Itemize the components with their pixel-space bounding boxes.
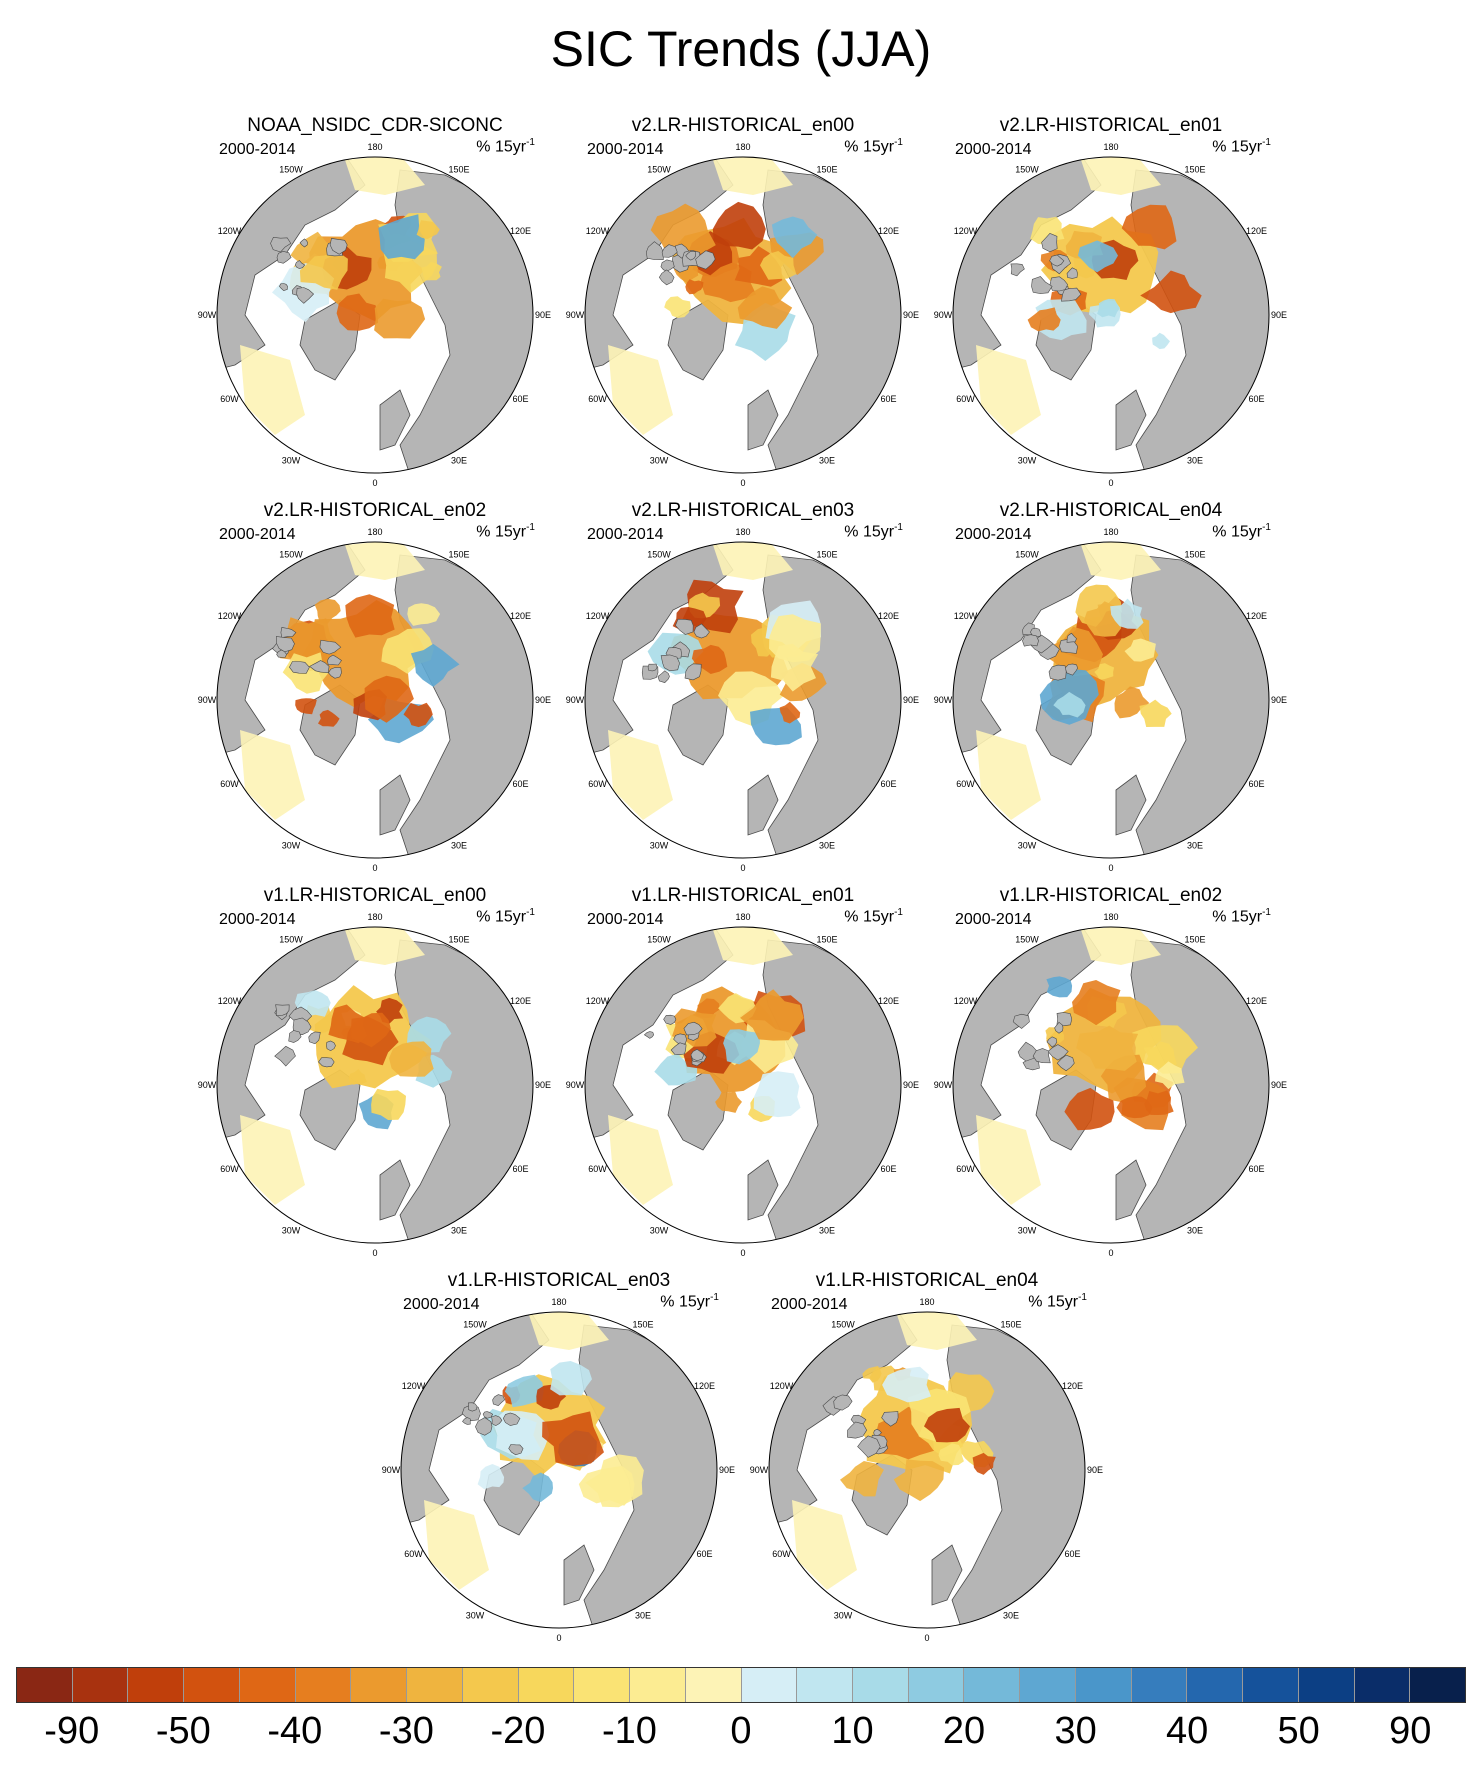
longitude-label: 120E xyxy=(877,996,900,1006)
longitude-label: 60E xyxy=(512,1164,529,1174)
panel-units-exponent: -1 xyxy=(1078,1292,1087,1303)
longitude-label: 30W xyxy=(649,1225,669,1236)
colorbar-box xyxy=(1299,1668,1355,1702)
longitude-label: 0 xyxy=(740,1248,746,1258)
panel-units-exponent: -1 xyxy=(710,1292,719,1303)
panel-units-text: % 15yr xyxy=(476,908,527,926)
longitude-label: 90W xyxy=(933,695,953,705)
longitude-label: 150E xyxy=(632,1319,654,1330)
longitude-label: 180 xyxy=(919,1297,935,1307)
longitude-label: 30W xyxy=(649,455,669,466)
longitude-label: 30W xyxy=(281,455,301,466)
panel-units xyxy=(844,137,903,156)
panel-period: 2000-2014 xyxy=(403,1296,480,1313)
map-panel-3 xyxy=(195,500,555,873)
longitude-label: 150W xyxy=(1015,164,1039,175)
longitude-label: 90E xyxy=(534,695,552,705)
longitude-label: 90W xyxy=(381,1465,401,1475)
longitude-label: 120W xyxy=(953,226,978,236)
map-panel-9 xyxy=(379,1270,739,1643)
map-panel-0 xyxy=(195,115,555,488)
longitude-label: 120E xyxy=(509,611,532,621)
map-panel-10 xyxy=(747,1270,1107,1643)
longitude-label: 120W xyxy=(217,611,242,621)
colorbar xyxy=(16,1667,1466,1703)
panel-units xyxy=(1028,1292,1087,1311)
panel-units xyxy=(476,522,535,541)
polar-map xyxy=(563,115,923,488)
map-content xyxy=(931,885,1291,1245)
panel-units-exponent: -1 xyxy=(894,137,903,148)
longitude-label: 120W xyxy=(953,611,978,621)
longitude-label: 30W xyxy=(649,840,669,851)
longitude-label: 30E xyxy=(818,455,836,466)
panel-units xyxy=(1212,522,1271,541)
colorbar-label: -20 xyxy=(490,1710,546,1752)
longitude-label: 150E xyxy=(1184,934,1206,945)
longitude-label: 30E xyxy=(450,840,468,851)
map-panel-4 xyxy=(563,500,923,873)
colorbar-box xyxy=(407,1668,463,1702)
longitude-label: 180 xyxy=(735,912,751,922)
panel-period: 2000-2014 xyxy=(955,911,1032,928)
longitude-label: 30E xyxy=(1002,1610,1020,1621)
panel-units-text: % 15yr xyxy=(1212,523,1263,541)
longitude-label: 30E xyxy=(1186,1225,1204,1236)
longitude-label: 120W xyxy=(769,1381,794,1391)
longitude-label: 90W xyxy=(933,1080,953,1090)
colorbar-box xyxy=(574,1668,630,1702)
panel-units xyxy=(1212,907,1271,926)
map-panel-1 xyxy=(563,115,923,488)
longitude-label: 30E xyxy=(1186,840,1204,851)
panel-units-exponent: -1 xyxy=(526,907,535,918)
colorbar-label: 0 xyxy=(730,1710,752,1752)
panel-period: 2000-2014 xyxy=(955,141,1032,158)
longitude-label: 90W xyxy=(933,310,953,320)
panel-period: 2000-2014 xyxy=(219,911,296,928)
longitude-label: 30W xyxy=(281,840,301,851)
longitude-label: 120E xyxy=(1245,996,1268,1006)
polar-map xyxy=(747,1270,1107,1643)
longitude-label: 90W xyxy=(197,695,217,705)
longitude-label: 150E xyxy=(1184,549,1206,560)
colorbar-label: 20 xyxy=(942,1710,986,1752)
longitude-label: 120W xyxy=(585,226,610,236)
longitude-label: 120E xyxy=(1245,226,1268,236)
panel-units-text: % 15yr xyxy=(844,908,895,926)
longitude-label: 150W xyxy=(463,1319,487,1330)
panel-period: 2000-2014 xyxy=(587,141,664,158)
longitude-label: 120W xyxy=(217,996,242,1006)
panel-units-text: % 15yr xyxy=(476,138,527,156)
longitude-label: 0 xyxy=(1108,478,1114,488)
colorbar-box xyxy=(1355,1668,1411,1702)
map-content xyxy=(931,115,1291,475)
panel-period: 2000-2014 xyxy=(219,141,296,158)
longitude-label: 30E xyxy=(450,455,468,466)
longitude-label: 120E xyxy=(1061,1381,1084,1391)
panel-title: v2.LR-HISTORICAL_en03 xyxy=(631,500,855,521)
longitude-label: 60W xyxy=(956,1164,975,1174)
panel-period: 2000-2014 xyxy=(587,526,664,543)
island xyxy=(1049,665,1066,680)
longitude-label: 60W xyxy=(588,394,607,404)
colorbar-label: 50 xyxy=(1277,1710,1320,1752)
polar-map xyxy=(195,115,555,488)
longitude-label: 180 xyxy=(735,527,751,537)
panel-units-text: % 15yr xyxy=(844,138,895,156)
longitude-label: 0 xyxy=(1108,863,1114,873)
longitude-label: 90E xyxy=(534,310,552,320)
panel-period: 2000-2014 xyxy=(771,1296,848,1313)
longitude-label: 120W xyxy=(401,1381,426,1391)
colorbar-label: 90 xyxy=(1389,1710,1432,1752)
longitude-label: 120E xyxy=(877,611,900,621)
colorbar-box xyxy=(853,1668,909,1702)
longitude-label: 90E xyxy=(1270,695,1288,705)
longitude-label: 150W xyxy=(279,934,303,945)
longitude-label: 150E xyxy=(448,934,470,945)
longitude-label: 30W xyxy=(281,1225,301,1236)
longitude-label: 90W xyxy=(197,310,217,320)
longitude-label: 0 xyxy=(372,1248,378,1258)
longitude-label: 60E xyxy=(880,1164,897,1174)
panel-units-exponent: -1 xyxy=(894,907,903,918)
longitude-label: 90E xyxy=(902,310,920,320)
longitude-label: 180 xyxy=(551,1297,567,1307)
longitude-label: 0 xyxy=(372,478,378,488)
panel-units-text: % 15yr xyxy=(1028,1293,1079,1311)
panel-units xyxy=(1212,137,1271,156)
longitude-label: 60W xyxy=(588,779,607,789)
longitude-label: 60W xyxy=(220,1164,239,1174)
panel-title: v2.LR-HISTORICAL_en02 xyxy=(263,500,487,521)
longitude-label: 90E xyxy=(1270,310,1288,320)
colorbar-box xyxy=(797,1668,853,1702)
map-content xyxy=(931,500,1291,860)
colorbar-box xyxy=(240,1668,296,1702)
longitude-label: 0 xyxy=(556,1633,562,1643)
panel-units-exponent: -1 xyxy=(894,522,903,533)
panel-period: 2000-2014 xyxy=(955,526,1032,543)
colorbar-box xyxy=(1243,1668,1299,1702)
longitude-label: 90W xyxy=(749,1465,769,1475)
longitude-label: 150W xyxy=(1015,549,1039,560)
longitude-label: 30E xyxy=(818,840,836,851)
longitude-label: 90E xyxy=(718,1465,736,1475)
colorbar-box xyxy=(128,1668,184,1702)
longitude-label: 150E xyxy=(1184,164,1206,175)
longitude-label: 90W xyxy=(197,1080,217,1090)
longitude-label: 90E xyxy=(902,1080,920,1090)
colorbar-labels xyxy=(16,1710,1466,1755)
colorbar-box xyxy=(296,1668,352,1702)
longitude-label: 90E xyxy=(902,695,920,705)
longitude-label: 120W xyxy=(585,996,610,1006)
polar-map xyxy=(563,885,923,1258)
polar-map xyxy=(931,500,1291,873)
longitude-label: 0 xyxy=(740,863,746,873)
map-content xyxy=(563,885,923,1245)
colorbar-box xyxy=(351,1668,407,1702)
longitude-label: 150E xyxy=(448,164,470,175)
panel-units-text: % 15yr xyxy=(476,523,527,541)
longitude-label: 180 xyxy=(367,142,383,152)
longitude-label: 120E xyxy=(877,226,900,236)
colorbar-label: -40 xyxy=(267,1710,323,1752)
colorbar-label: 10 xyxy=(831,1710,874,1752)
longitude-label: 60W xyxy=(956,394,975,404)
map-content xyxy=(195,115,555,475)
panel-units-exponent: -1 xyxy=(1262,522,1271,533)
longitude-label: 120E xyxy=(509,226,532,236)
map-panel-7 xyxy=(563,885,923,1258)
colorbar-box xyxy=(686,1668,742,1702)
panel-period: 2000-2014 xyxy=(219,526,296,543)
longitude-label: 150E xyxy=(816,164,838,175)
longitude-label: 90W xyxy=(565,1080,585,1090)
map-content xyxy=(195,500,555,860)
map-panel-2 xyxy=(931,115,1291,488)
colorbar-box xyxy=(1410,1668,1465,1702)
panel-period: 2000-2014 xyxy=(587,911,664,928)
longitude-label: 60W xyxy=(588,1164,607,1174)
panel-units xyxy=(660,1292,719,1311)
longitude-label: 60E xyxy=(1248,394,1265,404)
colorbar-box xyxy=(17,1668,73,1702)
colorbar-label: -30 xyxy=(378,1710,434,1752)
longitude-label: 60E xyxy=(1248,779,1265,789)
colorbar-label: -50 xyxy=(155,1710,211,1752)
longitude-label: 150W xyxy=(647,164,671,175)
longitude-label: 30E xyxy=(818,1225,836,1236)
colorbar-box xyxy=(1187,1668,1243,1702)
panel-units-text: % 15yr xyxy=(1212,908,1263,926)
longitude-label: 120E xyxy=(509,996,532,1006)
longitude-label: 30W xyxy=(1017,1225,1037,1236)
colorbar-box xyxy=(519,1668,575,1702)
panel-units xyxy=(844,522,903,541)
map-panel-8 xyxy=(931,885,1291,1258)
panel-title: v2.LR-HISTORICAL_en01 xyxy=(999,115,1223,136)
island xyxy=(1022,635,1038,647)
colorbar-box xyxy=(1020,1668,1076,1702)
longitude-label: 120W xyxy=(953,996,978,1006)
island xyxy=(648,664,657,671)
polar-map xyxy=(931,115,1291,488)
longitude-label: 150W xyxy=(647,934,671,945)
longitude-label: 60E xyxy=(512,394,529,404)
panel-units-exponent: -1 xyxy=(1262,137,1271,148)
longitude-label: 0 xyxy=(924,1633,930,1643)
colorbar-box xyxy=(463,1668,519,1702)
longitude-label: 150E xyxy=(816,934,838,945)
longitude-label: 30E xyxy=(634,1610,652,1621)
panel-units xyxy=(476,907,535,926)
longitude-label: 60E xyxy=(696,1549,713,1559)
longitude-label: 90E xyxy=(1270,1080,1288,1090)
panel-units-exponent: -1 xyxy=(1262,907,1271,918)
longitude-label: 30W xyxy=(1017,840,1037,851)
colorbar-box xyxy=(73,1668,129,1702)
longitude-label: 150W xyxy=(279,549,303,560)
panel-title: v1.LR-HISTORICAL_en04 xyxy=(815,1270,1039,1291)
longitude-label: 150E xyxy=(816,549,838,560)
longitude-label: 60E xyxy=(512,779,529,789)
main-title: SIC Trends (JJA) xyxy=(550,21,932,77)
longitude-label: 150W xyxy=(1015,934,1039,945)
longitude-label: 150E xyxy=(1000,1319,1022,1330)
colorbar-box xyxy=(184,1668,240,1702)
panel-units-exponent: -1 xyxy=(526,522,535,533)
longitude-label: 90W xyxy=(565,310,585,320)
map-panel-6 xyxy=(195,885,555,1258)
longitude-label: 180 xyxy=(1103,912,1119,922)
longitude-label: 150W xyxy=(831,1319,855,1330)
longitude-label: 30W xyxy=(1017,455,1037,466)
panel-title: v1.LR-HISTORICAL_en00 xyxy=(263,885,487,906)
longitude-label: 30E xyxy=(1186,455,1204,466)
longitude-label: 60E xyxy=(880,779,897,789)
map-content xyxy=(195,885,555,1245)
map-content xyxy=(379,1270,739,1630)
colorbar-box xyxy=(1076,1668,1132,1702)
longitude-label: 90E xyxy=(1086,1465,1104,1475)
colorbar-box xyxy=(630,1668,686,1702)
panel-title: v2.LR-HISTORICAL_en00 xyxy=(631,115,855,136)
colorbar-box xyxy=(964,1668,1020,1702)
longitude-label: 60W xyxy=(404,1549,423,1559)
polar-map xyxy=(195,885,555,1258)
longitude-label: 180 xyxy=(1103,142,1119,152)
panel-units-exponent: -1 xyxy=(526,137,535,148)
longitude-label: 180 xyxy=(1103,527,1119,537)
longitude-label: 60W xyxy=(772,1549,791,1559)
longitude-label: 0 xyxy=(740,478,746,488)
map-content xyxy=(563,500,923,860)
longitude-label: 0 xyxy=(372,863,378,873)
colorbar-box xyxy=(1132,1668,1188,1702)
longitude-label: 180 xyxy=(735,142,751,152)
longitude-label: 60W xyxy=(220,779,239,789)
longitude-label: 150W xyxy=(647,549,671,560)
longitude-label: 60E xyxy=(1248,1164,1265,1174)
longitude-label: 120E xyxy=(693,1381,716,1391)
polar-map xyxy=(563,500,923,873)
longitude-label: 120W xyxy=(585,611,610,621)
longitude-label: 90E xyxy=(534,1080,552,1090)
polar-map xyxy=(931,885,1291,1258)
panel-title: v2.LR-HISTORICAL_en04 xyxy=(999,500,1223,521)
colorbar-label: -10 xyxy=(601,1710,657,1752)
longitude-label: 60W xyxy=(220,394,239,404)
colorbar-label: -90 xyxy=(44,1710,100,1752)
map-panel-5 xyxy=(931,500,1291,873)
panel-units-text: % 15yr xyxy=(844,523,895,541)
map-content xyxy=(563,115,923,475)
longitude-label: 30E xyxy=(450,1225,468,1236)
panel-title: v1.LR-HISTORICAL_en03 xyxy=(447,1270,671,1291)
map-content xyxy=(747,1270,1107,1630)
polar-map xyxy=(379,1270,739,1643)
longitude-label: 150E xyxy=(448,549,470,560)
panel-title: NOAA_NSIDC_CDR-SICONC xyxy=(247,115,503,136)
longitude-label: 30W xyxy=(833,1610,853,1621)
panel-units-text: % 15yr xyxy=(1212,138,1263,156)
longitude-label: 0 xyxy=(1108,1248,1114,1258)
longitude-label: 120E xyxy=(1245,611,1268,621)
longitude-label: 90W xyxy=(565,695,585,705)
colorbar-label: 40 xyxy=(1166,1710,1209,1752)
longitude-label: 60E xyxy=(880,394,897,404)
longitude-label: 180 xyxy=(367,912,383,922)
colorbar-box xyxy=(909,1668,965,1702)
longitude-label: 150W xyxy=(279,164,303,175)
panel-title: v1.LR-HISTORICAL_en02 xyxy=(999,885,1223,906)
colorbar-box xyxy=(742,1668,798,1702)
panel-units xyxy=(476,137,535,156)
longitude-label: 60E xyxy=(1064,1549,1081,1559)
polar-map xyxy=(195,500,555,873)
longitude-label: 30W xyxy=(465,1610,485,1621)
panel-units xyxy=(844,907,903,926)
longitude-label: 180 xyxy=(367,527,383,537)
longitude-label: 60W xyxy=(956,779,975,789)
panel-title: v1.LR-HISTORICAL_en01 xyxy=(631,885,855,906)
longitude-label: 120W xyxy=(217,226,242,236)
panel-units-text: % 15yr xyxy=(660,1293,711,1311)
colorbar-label: 30 xyxy=(1054,1710,1097,1752)
